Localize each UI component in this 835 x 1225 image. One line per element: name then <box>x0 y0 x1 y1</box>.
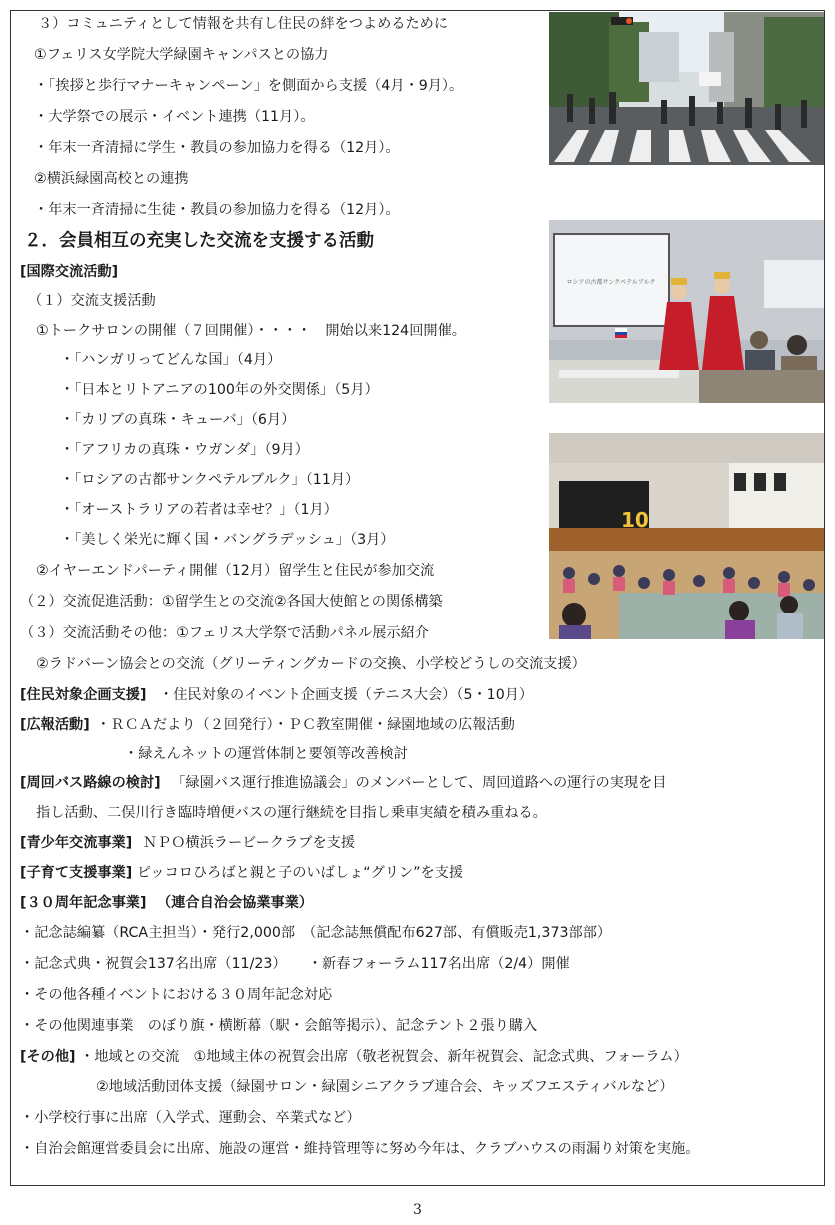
crosswalk-photo <box>549 12 824 165</box>
school-events-item: ・小学校行事に出席（入学式、運動会、卒業式など） <box>20 1110 361 1126</box>
exchange-promotion-item: （２）交流促進活動：①留学生との交流②各国大使館との関係構築 <box>20 594 443 610</box>
midorien-net-item: ・緑えんネットの運営体制と要領等改善検討 <box>124 746 408 762</box>
festival-item: ・大学祭での展示・イベント連携（11月）。 <box>34 109 315 125</box>
salon-russia: ・「ロシアの古都サンクペテルブルク」（11月） <box>60 472 360 488</box>
radburn-item: ②ラドバーン協会との交流（グリーティングカードの交換、小学校どうしの交流支援） <box>36 656 586 672</box>
greeting-campaign-item: ・「挨拶と歩行マナーキャンペーン」を側面から支援（4月・9月）。 <box>34 78 464 94</box>
childcare-row <box>20 863 463 883</box>
childcare-label: [子育て支援事業] <box>20 865 133 881</box>
pr-label: [広報活動] <box>20 717 90 733</box>
related-projects-item: ・その他関連事業 のぼり旗・横断幕（駅・会館等掲示）、記念テント２張り購入 <box>20 1018 538 1034</box>
salon-hungary: ・「ハンガリってどんな国」（4月） <box>60 352 282 368</box>
ferris-cooperation-heading: ①フェリス女学院大学緑園キャンパスとの協力 <box>34 47 329 63</box>
midori-highschool-heading: ②横浜緑園高校との連携 <box>34 171 189 187</box>
other-events-item: ・その他各種イベントにおける３０周年記念対応 <box>20 987 333 1003</box>
pr-row <box>20 715 515 735</box>
talk-salon-item: ①トークサロンの開催（７回開催）・・・・ 開始以来124回開催。 <box>36 323 466 339</box>
salon-uganda: ・「アフリカの真珠・ウガンダ」（9月） <box>60 442 309 458</box>
salon-cuba: ・「カリブの真珠・キューバ」（6月） <box>60 412 296 428</box>
cleanup-pupils-item: ・年末一斉清掃に生徒・教員の参加協力を得る（12月）。 <box>34 202 400 218</box>
exchange-support-heading: （１）交流支援活動 <box>28 293 156 309</box>
page-number: 3 <box>413 1202 422 1218</box>
talk-salon-drawing <box>549 220 824 403</box>
resident-event-label: [住民対象企画支援] <box>20 687 147 703</box>
other-label: [その他] <box>20 1049 76 1065</box>
cleanup-students-item: ・年末一斉清掃に学生・教員の参加協力を得る（12月）。 <box>34 140 400 156</box>
youth-exchange-text: ＮＰＯ横浜ラービークラブを支援 <box>142 835 356 851</box>
commemorative-book-item: ・記念誌編纂（RCA主担当）・発行2,000部 （記念誌無償配布627部、有償販売1,373部部） <box>20 925 612 941</box>
talk-salon-photo <box>549 220 824 403</box>
anniversary-banner-text: 10 <box>621 508 649 532</box>
anniversary-text: （連合自治会協業事業） <box>157 895 314 911</box>
bus-route-text: 「緑園バス運行推進協議会」のメンバーとして、周回道路への運行の実現を目 <box>171 775 667 791</box>
community-heading: ３）コミュニティとして情報を共有し住民の絆をつよめるために <box>38 16 449 32</box>
year-end-party-photo <box>549 433 824 639</box>
other-row <box>20 1047 688 1067</box>
crosswalk-photo-drawing <box>549 12 824 165</box>
childcare-text: ピッコロひろばと親と子のいばしょ“グリン”を支援 <box>136 865 464 881</box>
anniversary-label: [３０周年記念事業] <box>20 895 147 911</box>
anniversary-row <box>20 893 313 913</box>
section-2-heading: ２．会員相互の充実した交流を支援する活動 <box>24 231 374 251</box>
international-label: [国際交流活動] <box>20 264 119 280</box>
resident-event-text: ・住民対象のイベント企画支援（テニス大会）（5・10月） <box>159 687 534 703</box>
bus-route-label: [周回バス路線の検討] <box>20 775 161 791</box>
year-end-party-drawing <box>549 433 824 639</box>
community-groups-item: ②地域活動団体支援（緑園サロン・緑園シニアクラブ連合会、キッズフエスティバルなど） <box>96 1079 674 1095</box>
hall-committee-item: ・自治会館運営委員会に出席、施設の運営・維持管理等に努め今年は、クラブハウスの雨漏り対策を実施。 <box>20 1141 700 1157</box>
other-text: ・地域との交流 ①地域主体の祝賀会出席（敬老祝賀会、新年祝賀会、記念式典、フォーラム） <box>80 1049 688 1065</box>
salon-australia: ・「オーストラリアの若者は幸せ？」（1月） <box>60 502 338 518</box>
pr-text: ・ＲＣＡだより（２回発行）・ＰＣ教室開催・緑園地域の広報活動 <box>96 717 515 733</box>
youth-exchange-label: [青少年交流事業] <box>20 835 133 851</box>
salon-bangladesh: ・「美しく栄光に輝く国・バングラデッシュ」（3月） <box>60 532 395 548</box>
screen-slide-text: ロシアの古都サンクペテルブルク <box>566 279 656 286</box>
bus-route-row <box>20 773 666 793</box>
ceremony-item: ・記念式典・祝賀会137名出席（11/23） ・新春フォーラム117名出席（2/4）開催 <box>20 956 570 972</box>
bus-route-continued: 指し活動、二俣川行き臨時増便バスの運行継続を目指し乗車実績を積み重ねる。 <box>36 805 547 821</box>
salon-lithuania: ・「日本とリトアニアの100年の外交関係」（5月） <box>60 382 379 398</box>
youth-exchange-row <box>20 833 355 853</box>
exchange-other-item: （３）交流活動その他：①フェリス大学祭で活動パネル展示紹介 <box>20 625 429 641</box>
resident-event-row <box>20 685 533 705</box>
year-end-party-item: ②イヤーエンドパーティ開催（12月）留学生と住民が参加交流 <box>36 563 435 579</box>
